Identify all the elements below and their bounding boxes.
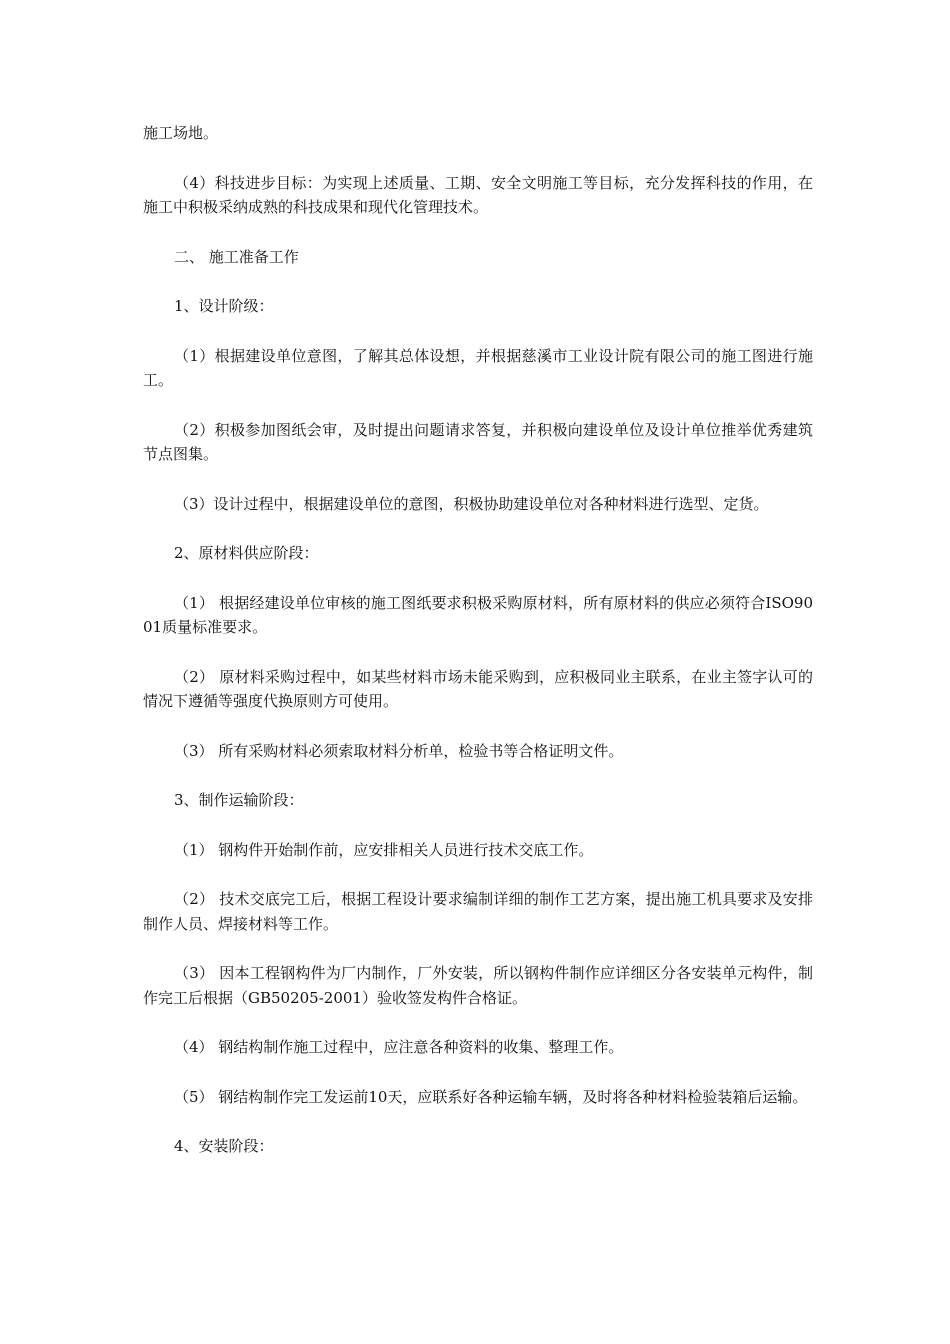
paragraph: （1） 根据经建设单位审核的施工图纸要求积极采购原材料，所有原材料的供应必须符合ISO9001质量标准要求。 bbox=[143, 593, 813, 636]
subsection-heading: 2、原材料供应阶段： bbox=[174, 544, 319, 562]
paragraph: （3）设计过程中，根据建设单位的意图，积极协助建设单位对各种材料进行选型、定货。 bbox=[174, 494, 769, 513]
paragraph: （1） 钢构件开始制作前，应安排相关人员进行技术交底工作。 bbox=[174, 840, 594, 859]
subsection-heading: 1、设计阶级： bbox=[174, 297, 274, 315]
paragraph: （4） 钢结构制作施工过程中，应注意各种资料的收集、整理工作。 bbox=[174, 1038, 624, 1056]
subsection-heading: 3、制作运输阶段： bbox=[174, 791, 304, 809]
paragraph: （5） 钢结构制作完工发运前10天，应联系好各种运输车辆，及时将各种材料检验装箱后运输。 bbox=[174, 1087, 808, 1106]
paragraph: 施工场地。 bbox=[143, 124, 219, 142]
paragraph: （3） 所有采购材料必须索取材料分析单，检验书等合格证明文件。 bbox=[174, 741, 624, 760]
paragraph: （3） 因本工程钢构件为厂内制作，厂外安装，所以钢构件制作应详细区分各安装单元构件，制作完工后根据（GB50205-2001）验收签发构件合格证。 bbox=[143, 964, 813, 1007]
paragraph: （2） 技术交底完工后，根据工程设计要求编制详细的制作工艺方案，提出施工机具要求及安排制作人员、焊接材料等工作。 bbox=[143, 890, 813, 933]
paragraph: （2） 原材料采购过程中，如某些材料市场未能采购到，应积极同业主联系，在业主签字认可的情况下遵循等强度代换原则方可使用。 bbox=[143, 667, 813, 710]
document-body bbox=[143, 121, 813, 1184]
paragraph: （1）根据建设单位意图，了解其总体设想，并根据慈溪市工业设计院有限公司的施工图进行施工。 bbox=[143, 346, 813, 389]
paragraph: （4）科技进步目标：为实现上述质量、工期、安全文明施工等目标，充分发挥科技的作用，在施工中积极采纳成熟的科技成果和现代化管理技术。 bbox=[143, 173, 813, 216]
paragraph: （2）积极参加图纸会审，及时提出问题请求答复，并积极向建设单位及设计单位推举优秀建筑节点图集。 bbox=[143, 420, 813, 463]
subsection-heading: 4、安装阶段： bbox=[174, 1137, 274, 1155]
section-heading: 二、 施工准备工作 bbox=[174, 247, 299, 266]
